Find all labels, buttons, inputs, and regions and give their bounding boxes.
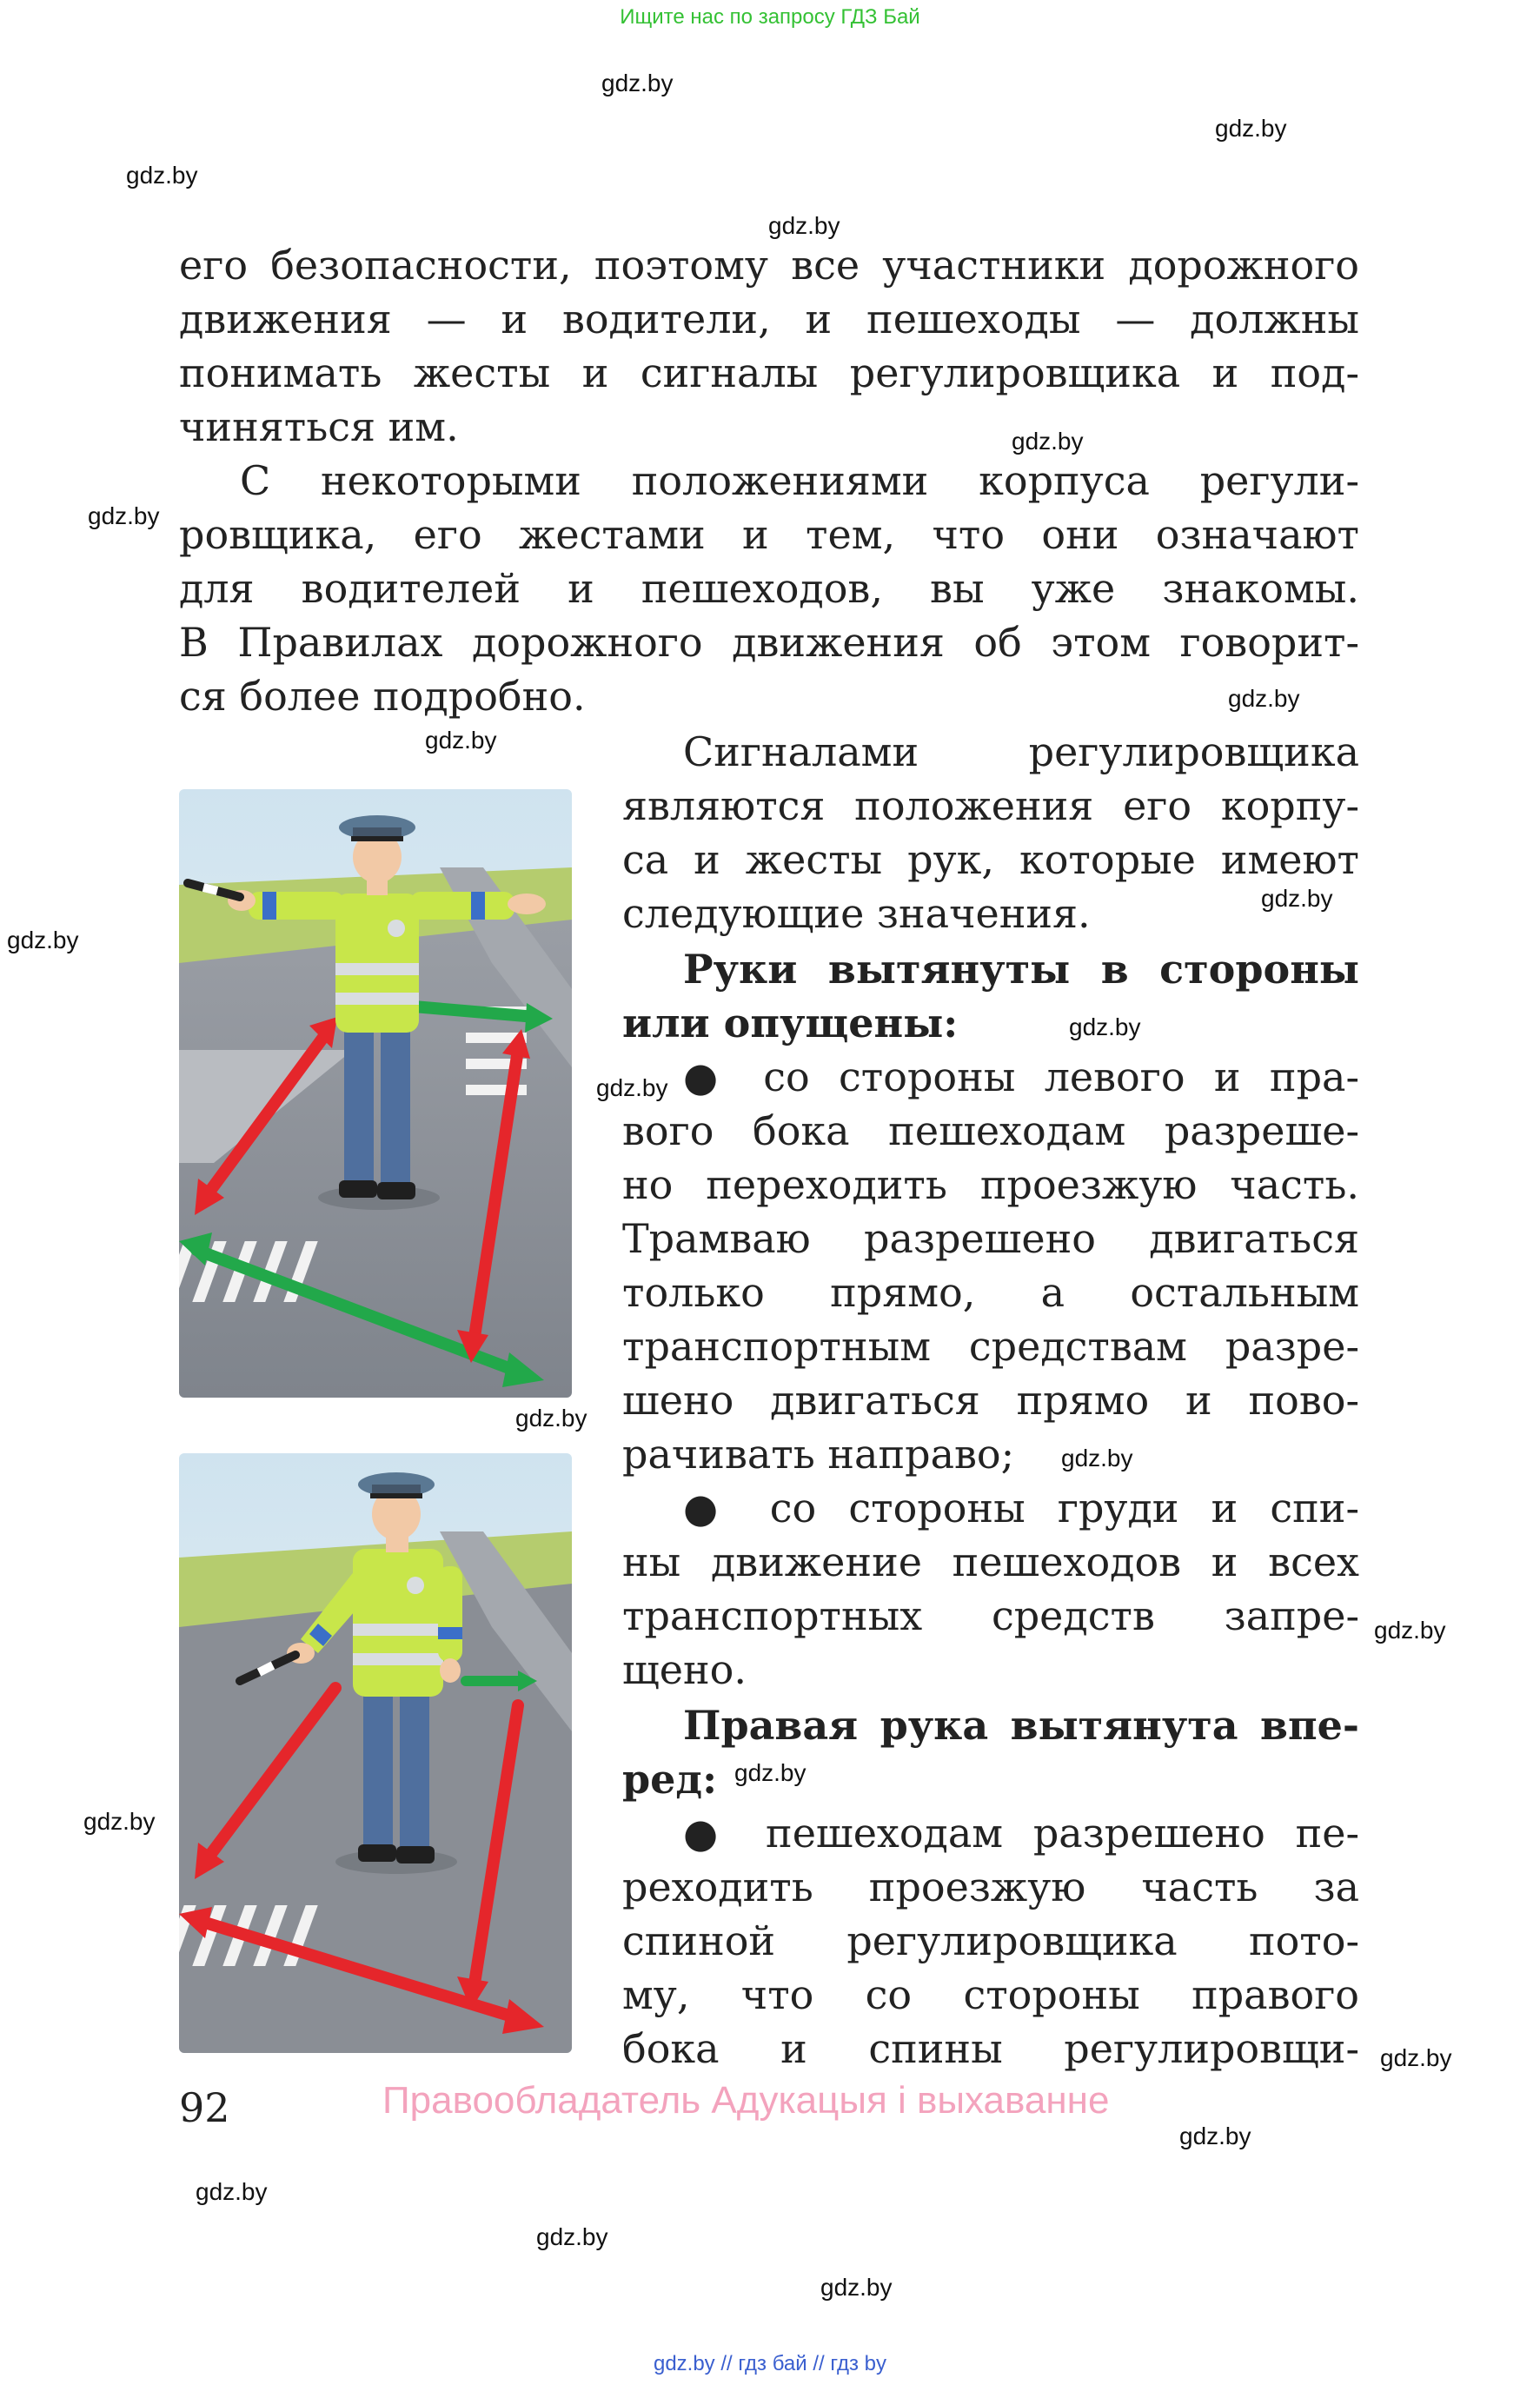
text-line: являются положения его корпу- bbox=[622, 782, 1359, 829]
text-line: ● пешеходам разрешено пе- bbox=[683, 1810, 1359, 1857]
text-line: реходить проезжую часть за bbox=[622, 1863, 1359, 1910]
watermark: gdz.by bbox=[1228, 685, 1300, 712]
top-banner: Ищите нас по запросу ГДЗ Бай bbox=[620, 5, 920, 29]
text-line: бока и спины регулировщи- bbox=[622, 2025, 1359, 2072]
watermark: gdz.by bbox=[1261, 885, 1333, 912]
text-line: для водителей и пешеходов, вы уже знакомы. bbox=[179, 565, 1359, 612]
text-line: В Правилах дорожного движения об этом говорит- bbox=[179, 619, 1359, 666]
watermark: gdz.by bbox=[1179, 2123, 1251, 2149]
text-line: спиной регулировщика пото- bbox=[622, 1917, 1359, 1964]
text-line: С некоторыми положениями корпуса регули- bbox=[240, 457, 1359, 504]
text-line: его безопасности, поэтому все участники дорожного bbox=[179, 242, 1359, 289]
heading-line: Руки вытянуты в стороны bbox=[683, 946, 1359, 993]
text-line: шено двигаться прямо и пово- bbox=[622, 1377, 1359, 1424]
watermark: gdz.by bbox=[1374, 1617, 1446, 1644]
rights-holder: Правообладатель Адукацыя і выхаванне bbox=[382, 2079, 1110, 2122]
text-line: ровщика, его жестами и тем, что они означают bbox=[179, 511, 1359, 558]
text-line: му, что со стороны правого bbox=[622, 1971, 1359, 2018]
text-line: транспортных средств запре- bbox=[622, 1592, 1359, 1639]
text-line: чиняться им. bbox=[179, 403, 459, 450]
watermark: gdz.by bbox=[126, 162, 198, 189]
text-line: ся более подробно. bbox=[179, 673, 586, 720]
watermark: gdz.by bbox=[7, 927, 79, 953]
heading-line: или опущены: bbox=[622, 1000, 959, 1046]
watermark: gdz.by bbox=[1215, 115, 1287, 142]
page-number: 92 bbox=[179, 2084, 230, 2131]
text-line: только прямо, а остальным bbox=[622, 1269, 1359, 1316]
watermark: gdz.by bbox=[601, 70, 674, 96]
watermark: gdz.by bbox=[88, 502, 160, 529]
traffic-controller-arms-sideways-illustration bbox=[179, 789, 572, 1398]
text-line: са и жесты рук, которые имеют bbox=[622, 836, 1359, 883]
watermark: gdz.by bbox=[425, 727, 497, 754]
text-line: Трамваю разрешено двигаться bbox=[622, 1215, 1359, 1262]
heading-line: ред: bbox=[622, 1756, 718, 1803]
text-line: следующие значения. bbox=[622, 890, 1091, 937]
traffic-controller-arm-forward-illustration bbox=[179, 1453, 572, 2053]
text-line: ● со стороны левого и пра- bbox=[683, 1053, 1359, 1100]
watermark: gdz.by bbox=[515, 1405, 587, 1432]
text-line: ● со стороны груди и спи- bbox=[683, 1485, 1359, 1531]
watermark: gdz.by bbox=[536, 2223, 608, 2250]
footer-links[interactable]: gdz.by // гдз бай // гдз by bbox=[653, 2352, 887, 2375]
text-line: но переходить проезжую часть. bbox=[622, 1161, 1359, 1208]
watermark: gdz.by bbox=[1069, 1013, 1141, 1040]
watermark: gdz.by bbox=[596, 1074, 668, 1101]
text-line: ны движение пешеходов и всех bbox=[622, 1538, 1359, 1585]
watermark: gdz.by bbox=[1380, 2044, 1452, 2071]
watermark: gdz.by bbox=[734, 1759, 807, 1786]
watermark: gdz.by bbox=[1061, 1445, 1133, 1472]
watermark: gdz.by bbox=[820, 2274, 893, 2301]
text-line: транспортным средствам разре- bbox=[622, 1323, 1359, 1370]
text-line: рачивать направо; bbox=[622, 1431, 1015, 1478]
watermark: gdz.by bbox=[768, 212, 840, 239]
text-line: движения — и водители, и пешеходы — должны bbox=[179, 296, 1359, 342]
text-line: Сигналами регулировщика bbox=[683, 728, 1359, 775]
watermark: gdz.by bbox=[83, 1808, 156, 1835]
text-line: понимать жесты и сигналы регулировщика и под- bbox=[179, 349, 1359, 396]
watermark: gdz.by bbox=[1012, 428, 1084, 455]
text-line: щено. bbox=[622, 1646, 747, 1693]
heading-line: Правая рука вытянута впе- bbox=[683, 1702, 1359, 1749]
watermark: gdz.by bbox=[196, 2178, 268, 2205]
text-line: вого бока пешеходам разреше- bbox=[622, 1107, 1359, 1154]
